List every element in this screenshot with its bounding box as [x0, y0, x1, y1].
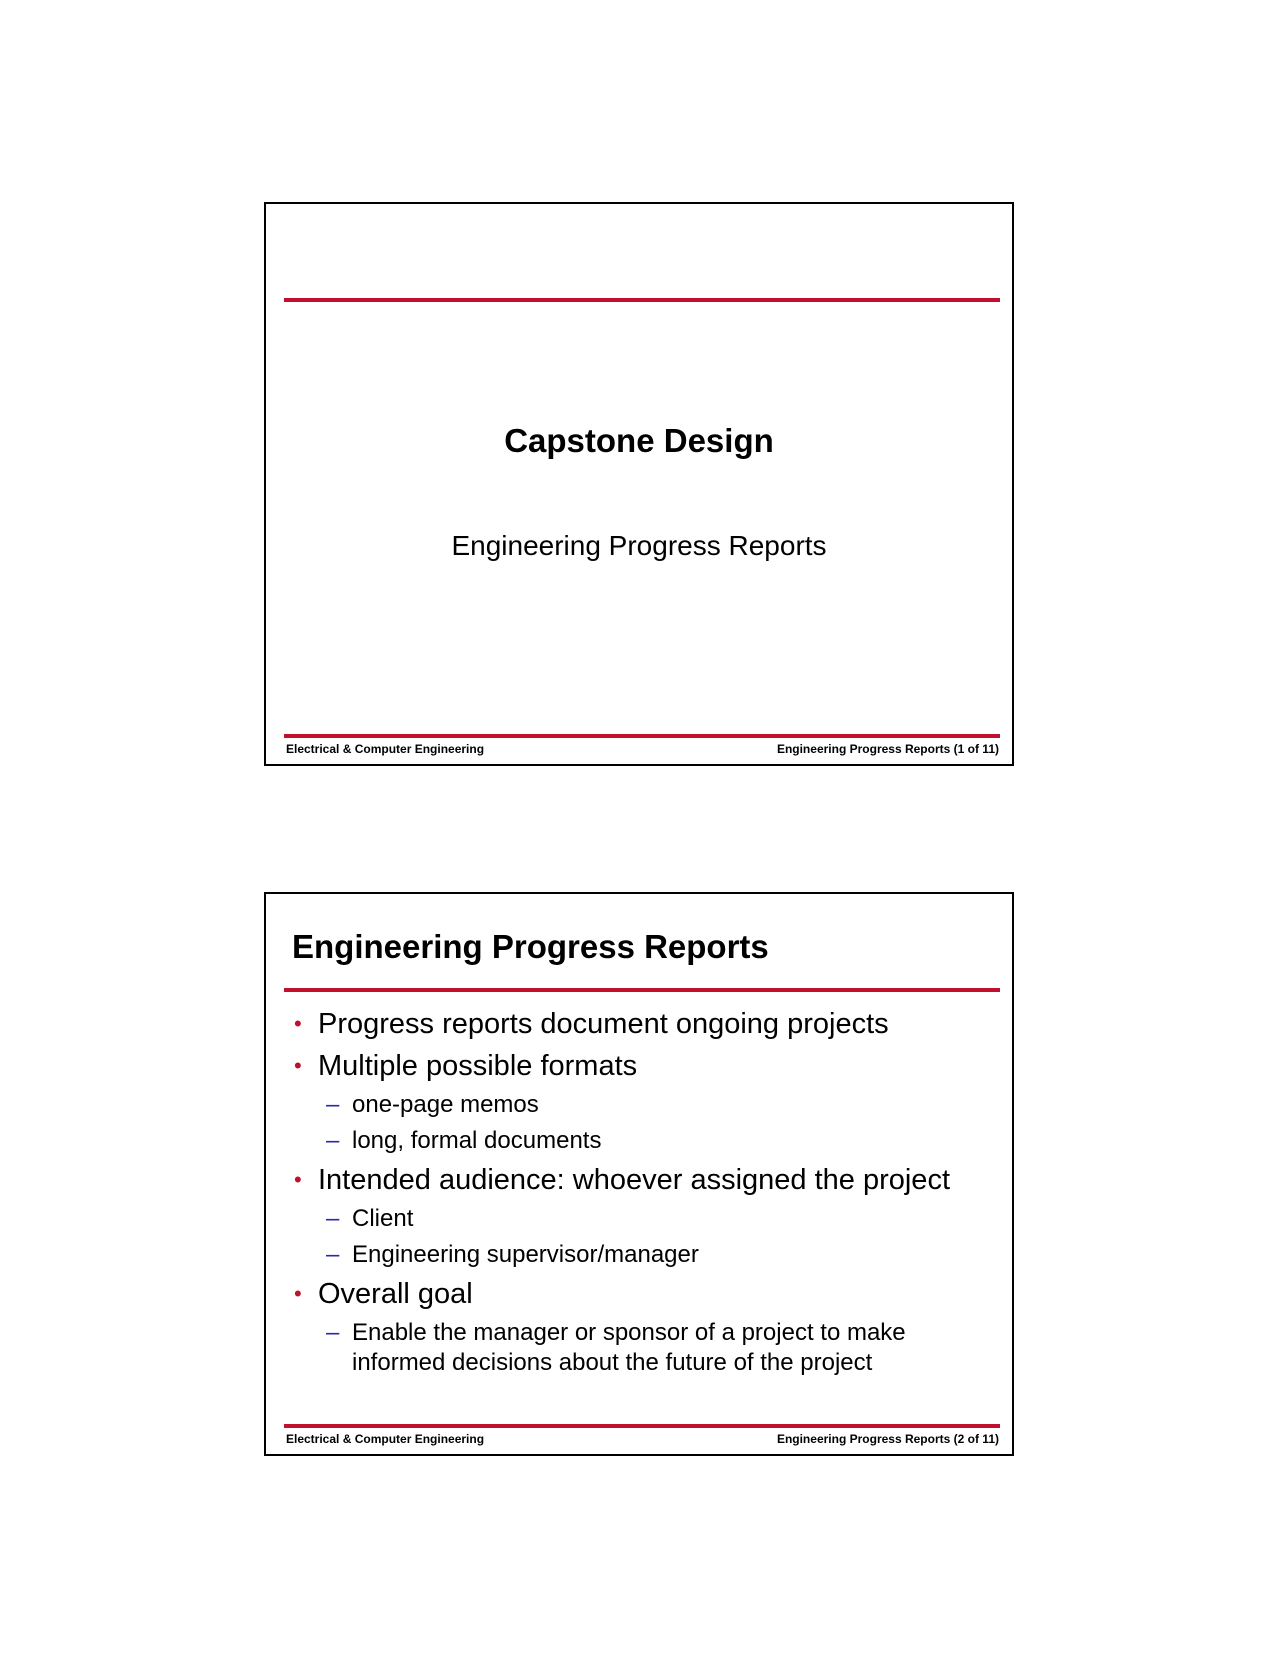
dash-icon: – [326, 1319, 340, 1346]
slide-1 [264, 202, 1014, 766]
bullet-item [292, 1006, 998, 1042]
sub-bullet-text: long, formal documents [352, 1127, 602, 1154]
bullet-item [292, 1276, 998, 1312]
footer-left: Electrical & Computer Engineering [286, 742, 485, 756]
bullet-text: Intended audience: whoever assigned the project [318, 1164, 950, 1196]
dash-icon: – [326, 1205, 340, 1232]
footer-right: Engineering Progress Reports (1 of 11) [776, 742, 999, 756]
bullet-dot-icon: • [294, 1053, 302, 1078]
footer-right: Engineering Progress Reports (2 of 11) [776, 1432, 999, 1446]
sub-bullet-item [292, 1090, 998, 1120]
sub-bullet-text: one-page memos [352, 1091, 539, 1118]
bullet-dot-icon: • [294, 1011, 302, 1036]
top-red-rule [284, 298, 1000, 302]
bullet-item [292, 1048, 998, 1084]
dash-icon: – [326, 1127, 340, 1154]
top-red-rule [284, 988, 1000, 992]
sub-bullet-item [292, 1240, 998, 1270]
footer-left: Electrical & Computer Engineering [286, 1432, 485, 1446]
dash-icon: – [326, 1091, 340, 1118]
bullet-dot-icon: • [294, 1281, 302, 1306]
bullet-item [292, 1162, 998, 1198]
bullet-text: Progress reports document ongoing projects [318, 1008, 889, 1040]
sub-bullet-item [292, 1126, 998, 1156]
slide-title: Engineering Progress Reports [292, 928, 769, 965]
bullet-dot-icon: • [294, 1167, 302, 1192]
sub-bullet-text: Engineering supervisor/manager [352, 1241, 699, 1268]
slide-subtitle: Engineering Progress Reports [451, 530, 827, 561]
bullet-text: Multiple possible formats [318, 1050, 638, 1082]
sub-bullet-text: Client [352, 1205, 414, 1232]
sub-bullet-item [292, 1204, 998, 1234]
bottom-red-rule [284, 1424, 1000, 1428]
sub-bullet-item [292, 1318, 998, 1378]
sub-bullet-text: Enable the manager or sponsor of a project to make informed decisions about the future of the project [352, 1319, 906, 1376]
bottom-red-rule [284, 734, 1000, 738]
slide-2 [264, 892, 1014, 1456]
slide-title: Capstone Design [504, 422, 774, 459]
bullet-list [292, 1006, 998, 1384]
bullet-text: Overall goal [318, 1278, 473, 1310]
dash-icon: – [326, 1241, 340, 1268]
